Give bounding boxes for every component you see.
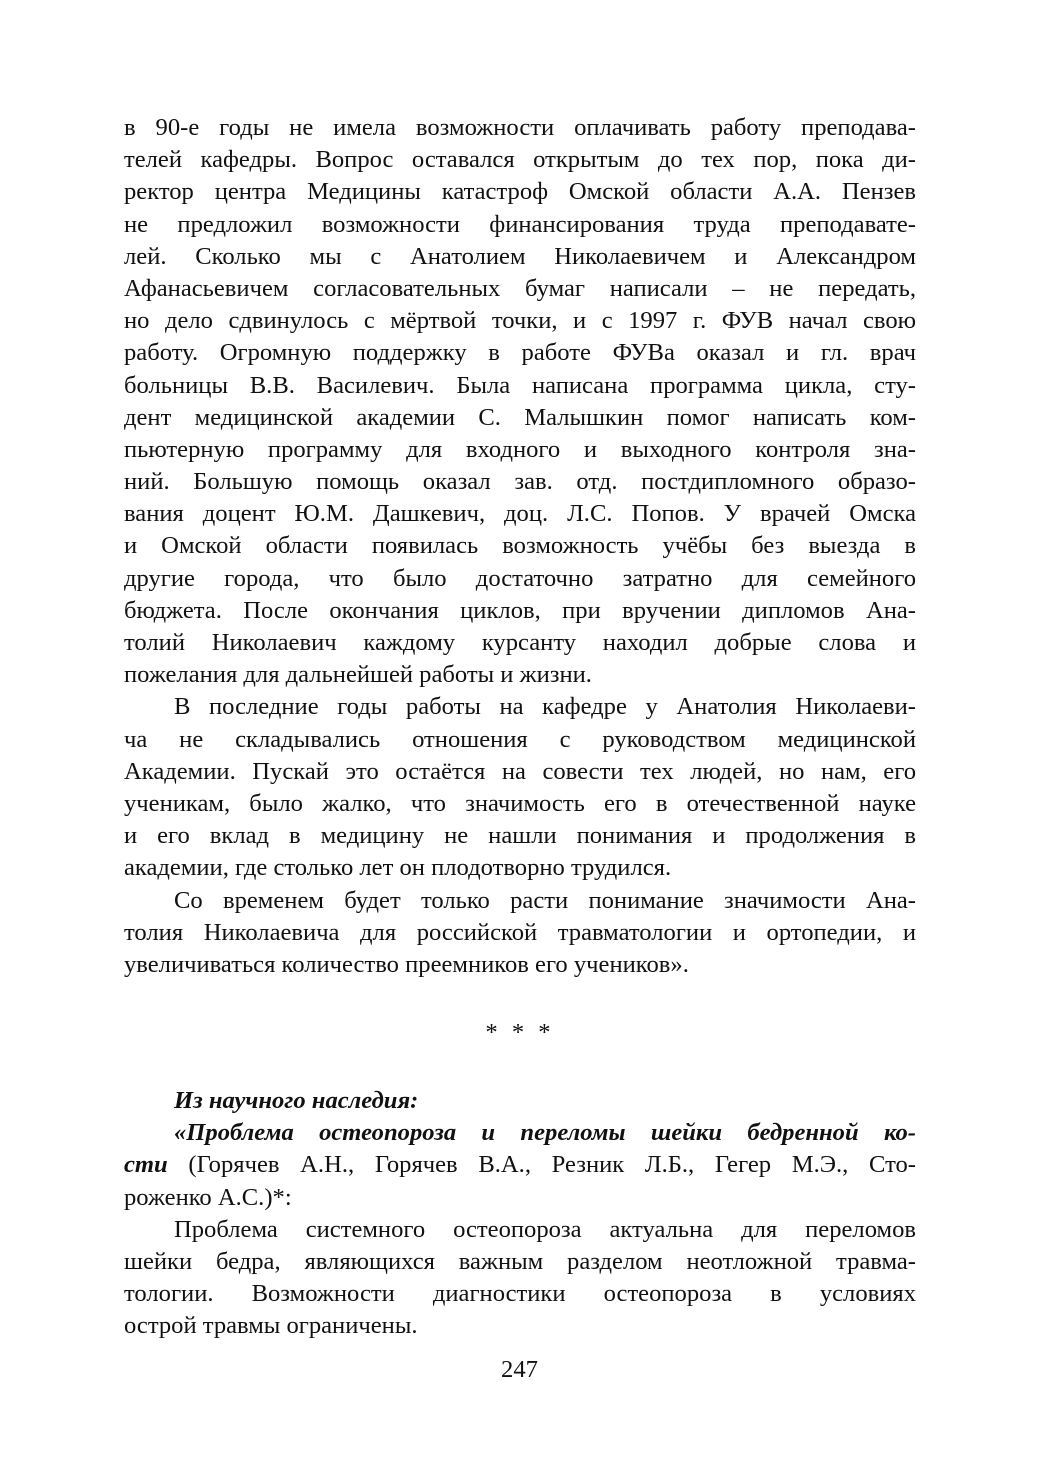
article-title-line: [124, 1149, 916, 1181]
text-line: вания доцент Ю.М. Дашкевич, доц. Л.С. Попов. У врачей Омска: [124, 500, 916, 528]
text-line: пьютерную программу для входного и выходного контроля зна-: [124, 435, 916, 463]
section-heading: Из научного наследия:: [174, 1087, 419, 1115]
text-line: академии, где столько лет он плодотворно трудился.: [124, 854, 672, 882]
text-line: и Омской области появилась возможность учёбы без выезда в: [124, 532, 916, 560]
section-separator: * * *: [485, 1019, 555, 1047]
text-line: ний. Большую помощь оказал зав. отд. постдипломного образо-: [124, 468, 916, 496]
text-line: не предложил возможности финансирования труда преподавате-: [124, 210, 916, 238]
text-line: бюджета. После окончания циклов, при вручении дипломов Ана-: [124, 596, 916, 624]
text-line: дент медицинской академии С. Малышкин помог написать ком-: [124, 403, 916, 431]
text-line: толий Николаевич каждому курсанту находил добрые слова и: [124, 629, 916, 656]
text-line: ученикам, было жалко, что значимость его в отечественной науке: [124, 789, 916, 817]
text-line: ча не складывались отношения с руководством медицинской: [124, 725, 916, 753]
text-line: Проблема системного остеопороза актуальна для переломов: [174, 1215, 916, 1243]
text-line: лей. Сколько мы с Анатолием Николаевичем и Александром: [124, 242, 916, 270]
paragraph-2: [124, 691, 916, 884]
text-line: другие города, что было достаточно затратно для семейного: [124, 564, 916, 592]
article-title-block: [124, 1117, 916, 1214]
text-line: в 90-е годы не имела возможности оплачивать работу преподава-: [124, 114, 916, 141]
text-line: ректор центра Медицины катастроф Омской области А.А. Пензев: [124, 178, 916, 206]
text-line: работу. Огромную поддержку в работе ФУВа оказал и гл. врач: [124, 339, 916, 367]
text-line: Афанасьевичем согласовательных бумаг написали – не передать,: [124, 274, 916, 302]
text-line: тологии. Возможности диагностики остеопороза в условиях: [124, 1280, 916, 1308]
article-title-end: сти: [124, 1151, 168, 1179]
article-authors: (Горячев А.Н., Горячев В.А., Резник Л.Б., Гегер М.Э., Сто-: [167, 1151, 916, 1179]
text-line: больницы В.В. Василевич. Была написана программа цикла, сту-: [124, 371, 916, 399]
text-line: но дело сдвинулось с мёртвой точки, и с 1997 г. ФУВ начал свою: [124, 307, 916, 335]
text-line: и его вклад в медицину не нашли понимания и продолжения в: [124, 822, 916, 850]
text-line: Академии. Пускай это остаётся на совести тех людей, но нам, его: [124, 757, 916, 785]
text-line: Со временем будет только расти понимание значимости Ана-: [174, 886, 916, 914]
paragraph-3: [124, 885, 916, 982]
paragraph-1: [124, 112, 916, 691]
text-line: острой травмы ограничены.: [124, 1312, 418, 1340]
article-title-line: «Проблема остеопороза и переломы шейки бедренной ко-: [174, 1119, 916, 1147]
text-line: толия Николаевича для российской травматологии и ортопедии, и: [124, 918, 916, 946]
page-text: [124, 112, 916, 1343]
text-line: В последние годы работы на кафедре у Анатолия Николаеви-: [174, 693, 916, 721]
text-line: телей кафедры. Вопрос оставался открытым до тех пор, пока ди-: [124, 146, 916, 174]
text-line: увеличиваться количество преемников его учеников».: [124, 950, 689, 978]
text-line: пожелания для дальнейшей работы и жизни.: [124, 661, 592, 689]
page-number: 247: [501, 1356, 538, 1383]
article-authors-end: роженко А.С.)*:: [124, 1183, 292, 1211]
section-heading-block: [124, 1085, 916, 1117]
text-line: шейки бедра, являющихся важным разделом неотложной травма-: [124, 1248, 916, 1275]
paragraph-4: [124, 1214, 916, 1343]
